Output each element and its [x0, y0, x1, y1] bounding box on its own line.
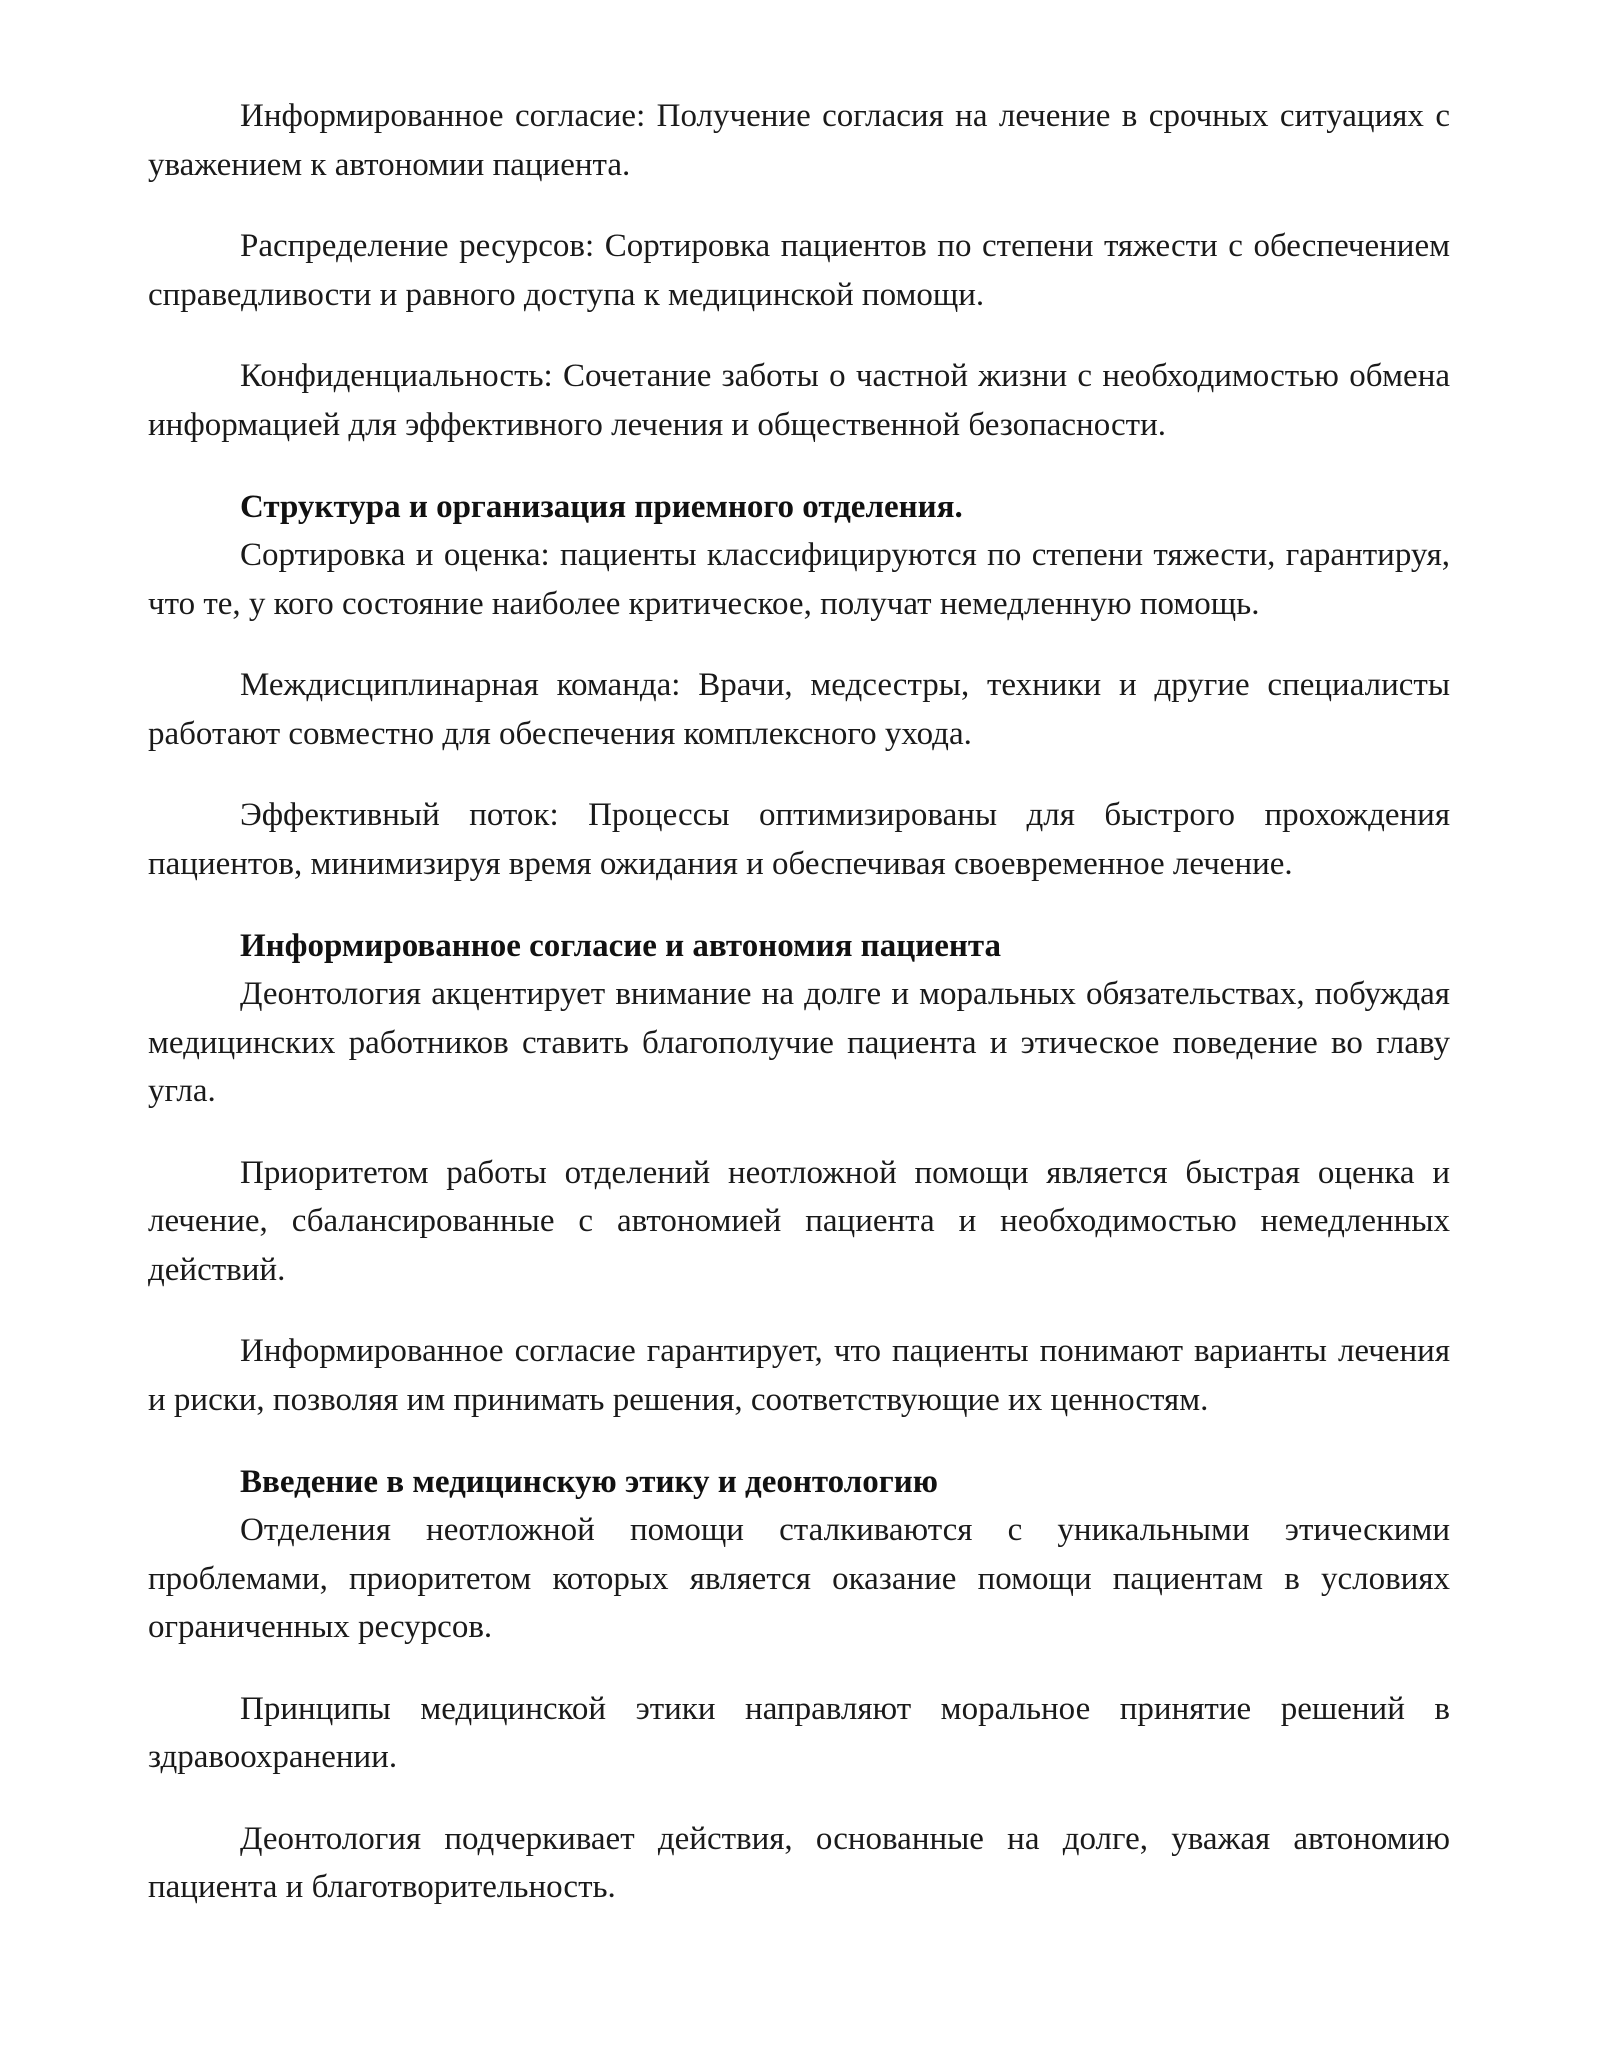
- paragraph-unique-problems: Отделения неотложной помощи сталкиваются с уникальными этическими проблемами, приоритетом которых является оказание помощи пациентам в условиях ограниченных ресурсов.: [148, 1512, 1450, 1645]
- paragraph-deontology-duty: Деонтология акцентирует внимание на долге и моральных обязательствах, побуждая медицинских работников ставить благополучие пациента и этическое поведение во главу угла.: [148, 976, 1450, 1109]
- paragraph-confidentiality: Конфиденциальность: Сочетание заботы о частной жизни с необходимостью обмена информацией для эффективного лечения и общественной безопасности.: [148, 358, 1450, 443]
- paragraph-triage: Сортировка и оценка: пациенты классифицируются по степени тяжести, гарантируя, что те, у кого состояние наиболее критическое, получат немедленную помощь.: [148, 537, 1450, 622]
- heading-department-structure: Структура и организация приемного отделения.: [240, 489, 963, 525]
- heading-informed-consent-autonomy: Информированное согласие и автономия пациента: [240, 928, 1001, 964]
- paragraph-interdisciplinary-team: Междисциплинарная команда: Врачи, медсестры, техники и другие специалисты работают совместно для обеспечения комплексного ухода.: [148, 667, 1450, 752]
- paragraph-emergency-priority: Приоритетом работы отделений неотложной помощи является быстрая оценка и лечение, сбалансированные с автономией пациента и необходимостью немедленных действий.: [148, 1154, 1450, 1288]
- paragraph-consent-guarantee: Информированное согласие гарантирует, что пациенты понимают варианты лечения и риски, позволяя им принимать решения, соответствующие их ценностям.: [148, 1333, 1450, 1418]
- paragraph-deontology-actions: Деонтология подчеркивает действия, основанные на долге, уважая автономию пациента и благотворительность.: [148, 1820, 1450, 1905]
- paragraph-efficient-flow: Эффективный поток: Процессы оптимизированы для быстрого прохождения пациентов, минимизируя время ожидания и обеспечивая своевременное лечение.: [148, 797, 1450, 882]
- paragraph-ethics-principles: Принципы медицинской этики направляют моральное принятие решений в здравоохранении.: [148, 1690, 1450, 1775]
- heading-intro-medical-ethics: Введение в медицинскую этику и деонтологию: [240, 1464, 938, 1500]
- paragraph-resource-allocation: Распределение ресурсов: Сортировка пациентов по степени тяжести с обеспечением справедливости и равного доступа к медицинской помощи.: [148, 228, 1450, 313]
- paragraph-informed-consent: Информированное согласие: Получение согласия на лечение в срочных ситуациях с уважением к автономии пациента.: [148, 98, 1450, 183]
- document-body: [148, 92, 1450, 1945]
